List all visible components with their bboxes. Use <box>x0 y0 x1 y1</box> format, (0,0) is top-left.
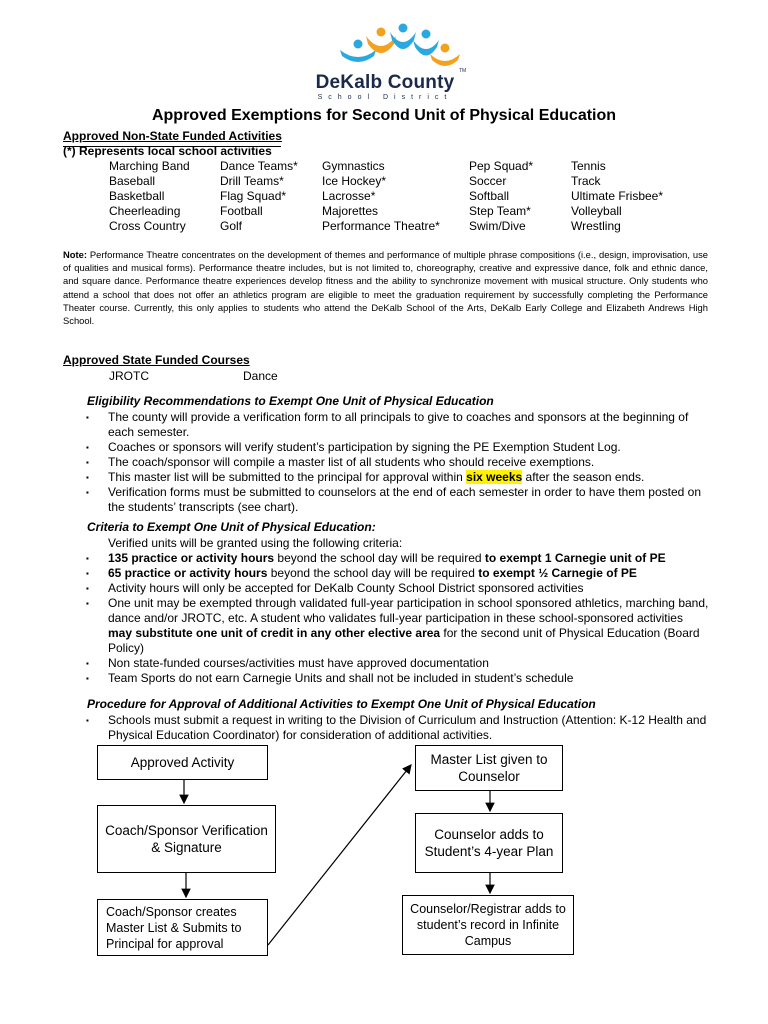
activity-item: Flag Squad* <box>220 189 287 203</box>
list-item: ▪ Verification forms must be submitted to counselors at the end of each semester in order to have them posted on the students’ transcripts (see chart). <box>86 485 701 514</box>
activity-item: Swim/Dive <box>469 219 526 233</box>
activity-item: Majorettes <box>322 204 379 218</box>
arrow-creates-to-master <box>268 765 411 945</box>
activity-item: Step Team* <box>469 204 531 218</box>
list-item: ▪ 135 practice or activity hours beyond the school day will be required to exempt 1 Carnegie unit of PE <box>86 551 666 565</box>
list-item: ▪ Team Sports do not earn Carnegie Units and shall not be included in student’s schedule <box>86 671 574 685</box>
state-course-item: JROTC <box>109 369 149 383</box>
criteria-heading: Criteria to Exempt One Unit of Physical Education: <box>87 520 376 534</box>
logo-trademark: TM <box>459 68 467 74</box>
list-item: ▪ Schools must submit a request in writing to the Division of Curriculum and Instruction (Attention: K-12 Health and Physical Education Coordinator) for consideration of additional activities. <box>86 713 707 742</box>
activity-item: Performance Theatre* <box>322 219 440 233</box>
list-item: ▪ The county will provide a verification form to all principals to give to coaches and sponsors at the beginning of each semester. <box>86 410 689 439</box>
activity-item: Lacrosse* <box>322 189 376 203</box>
flow-coach-master-list: Coach/Sponsor creates Master List & Submits to Principal for approval <box>97 899 268 956</box>
activity-item: Soccer <box>469 174 507 188</box>
flow-coach-verification: Coach/Sponsor Verification & Signature <box>97 805 276 873</box>
activity-item: Cheerleading <box>109 204 181 218</box>
list-item: ▪ Non state-funded courses/activities must have approved documentation <box>86 656 489 670</box>
activity-item: Volleyball <box>571 204 622 218</box>
state-course-item: Dance <box>243 369 278 383</box>
list-item: ▪ Activity hours will only be accepted for DeKalb County School District sponsored activities <box>86 581 584 595</box>
activity-item: Baseball <box>109 174 156 188</box>
non-state-subheading: (*) Represents local school activities <box>63 144 272 158</box>
procedure-heading: Procedure for Approval of Additional Activities to Exempt One Unit of Physical Education <box>87 697 596 711</box>
activity-item: Ice Hockey* <box>322 174 387 188</box>
activity-item: Wrestling <box>571 219 621 233</box>
list-item: ▪ This master list will be submitted to the principal for approval within six weeks after the season ends. <box>86 470 645 484</box>
activity-item: Football <box>220 204 263 218</box>
six-weeks-highlight: six weeks <box>466 470 523 484</box>
activity-item: Marching Band <box>109 159 190 173</box>
note-text: Performance Theatre concentrates on the development of themes and performance of multiple phrase compositions (i.e., design, improvisation, use of qualities and musical forms). Performance theatre includes, but is not limited to, choreography, creative and expressive dance, folk and ethnic dance, and square dance. Performance theatre experiences develop fitness and the ability to synchronize movement with musical structure. Only students who attend a school that does not offer an athletics program are eligible to meet the graduation requirement by successfully completing the Performance Theater course. Currently, this only applies to students who attend the DeKalb School of the Arts, DeKalb Early College and Elizabeth Andrews High School. <box>63 249 709 327</box>
flow-counselor-plan: Counselor adds to Student’s 4-year Plan <box>415 813 563 873</box>
list-item: ▪ The coach/sponsor will compile a master list of all students who should receive exemptions. <box>86 455 595 469</box>
activity-item: Basketball <box>109 189 165 203</box>
state-funded-heading: Approved State Funded Courses <box>63 353 250 367</box>
non-state-heading: Approved Non-State Funded Activities <box>63 129 282 143</box>
flow-approved-activity: Approved Activity <box>97 745 268 780</box>
logo-name: DeKalb County <box>315 72 455 93</box>
note-label: Note: <box>63 249 87 260</box>
flow-registrar-record: Counselor/Registrar adds to student’s record in Infinite Campus <box>402 895 574 955</box>
list-item: ▪ Coaches or sponsors will verify student’s participation by signing the PE Exemption Student Log. <box>86 440 621 454</box>
list-item: ▪ 65 practice or activity hours beyond the school day will be required to exempt ½ Carnegie of PE <box>86 566 637 580</box>
activity-item: Ultimate Frisbee* <box>571 189 664 203</box>
activity-item: Gymnastics <box>322 159 385 173</box>
activity-item: Softball <box>469 189 510 203</box>
flow-master-list-counselor: Master List given to Counselor <box>415 745 563 791</box>
activity-item: Tennis <box>571 159 606 173</box>
activity-item: Pep Squad* <box>469 159 534 173</box>
activity-item: Cross Country <box>109 219 186 233</box>
activity-item: Drill Teams* <box>220 174 284 188</box>
logo-subtitle: School District <box>317 94 453 101</box>
activity-item: Golf <box>220 219 243 233</box>
criteria-intro: Verified units will be granted using the following criteria: <box>108 536 403 550</box>
page-title: Approved Exemptions for Second Unit of Physical Education <box>151 107 617 124</box>
list-item: ▪ One unit may be exempted through validated full-year participation in school sponsored athletics, marching band, dance and/or JROTC, etc. A student who validates full-year participation in these school-sponsored activities may substitute one unit of credit in any other elective area for the second unit of Physical Education (Board Policy) <box>86 596 709 655</box>
eligibility-heading: Eligibility Recommendations to Exempt One Unit of Physical Education <box>87 394 494 408</box>
activity-item: Track <box>571 174 601 188</box>
activity-item: Dance Teams* <box>220 159 298 173</box>
